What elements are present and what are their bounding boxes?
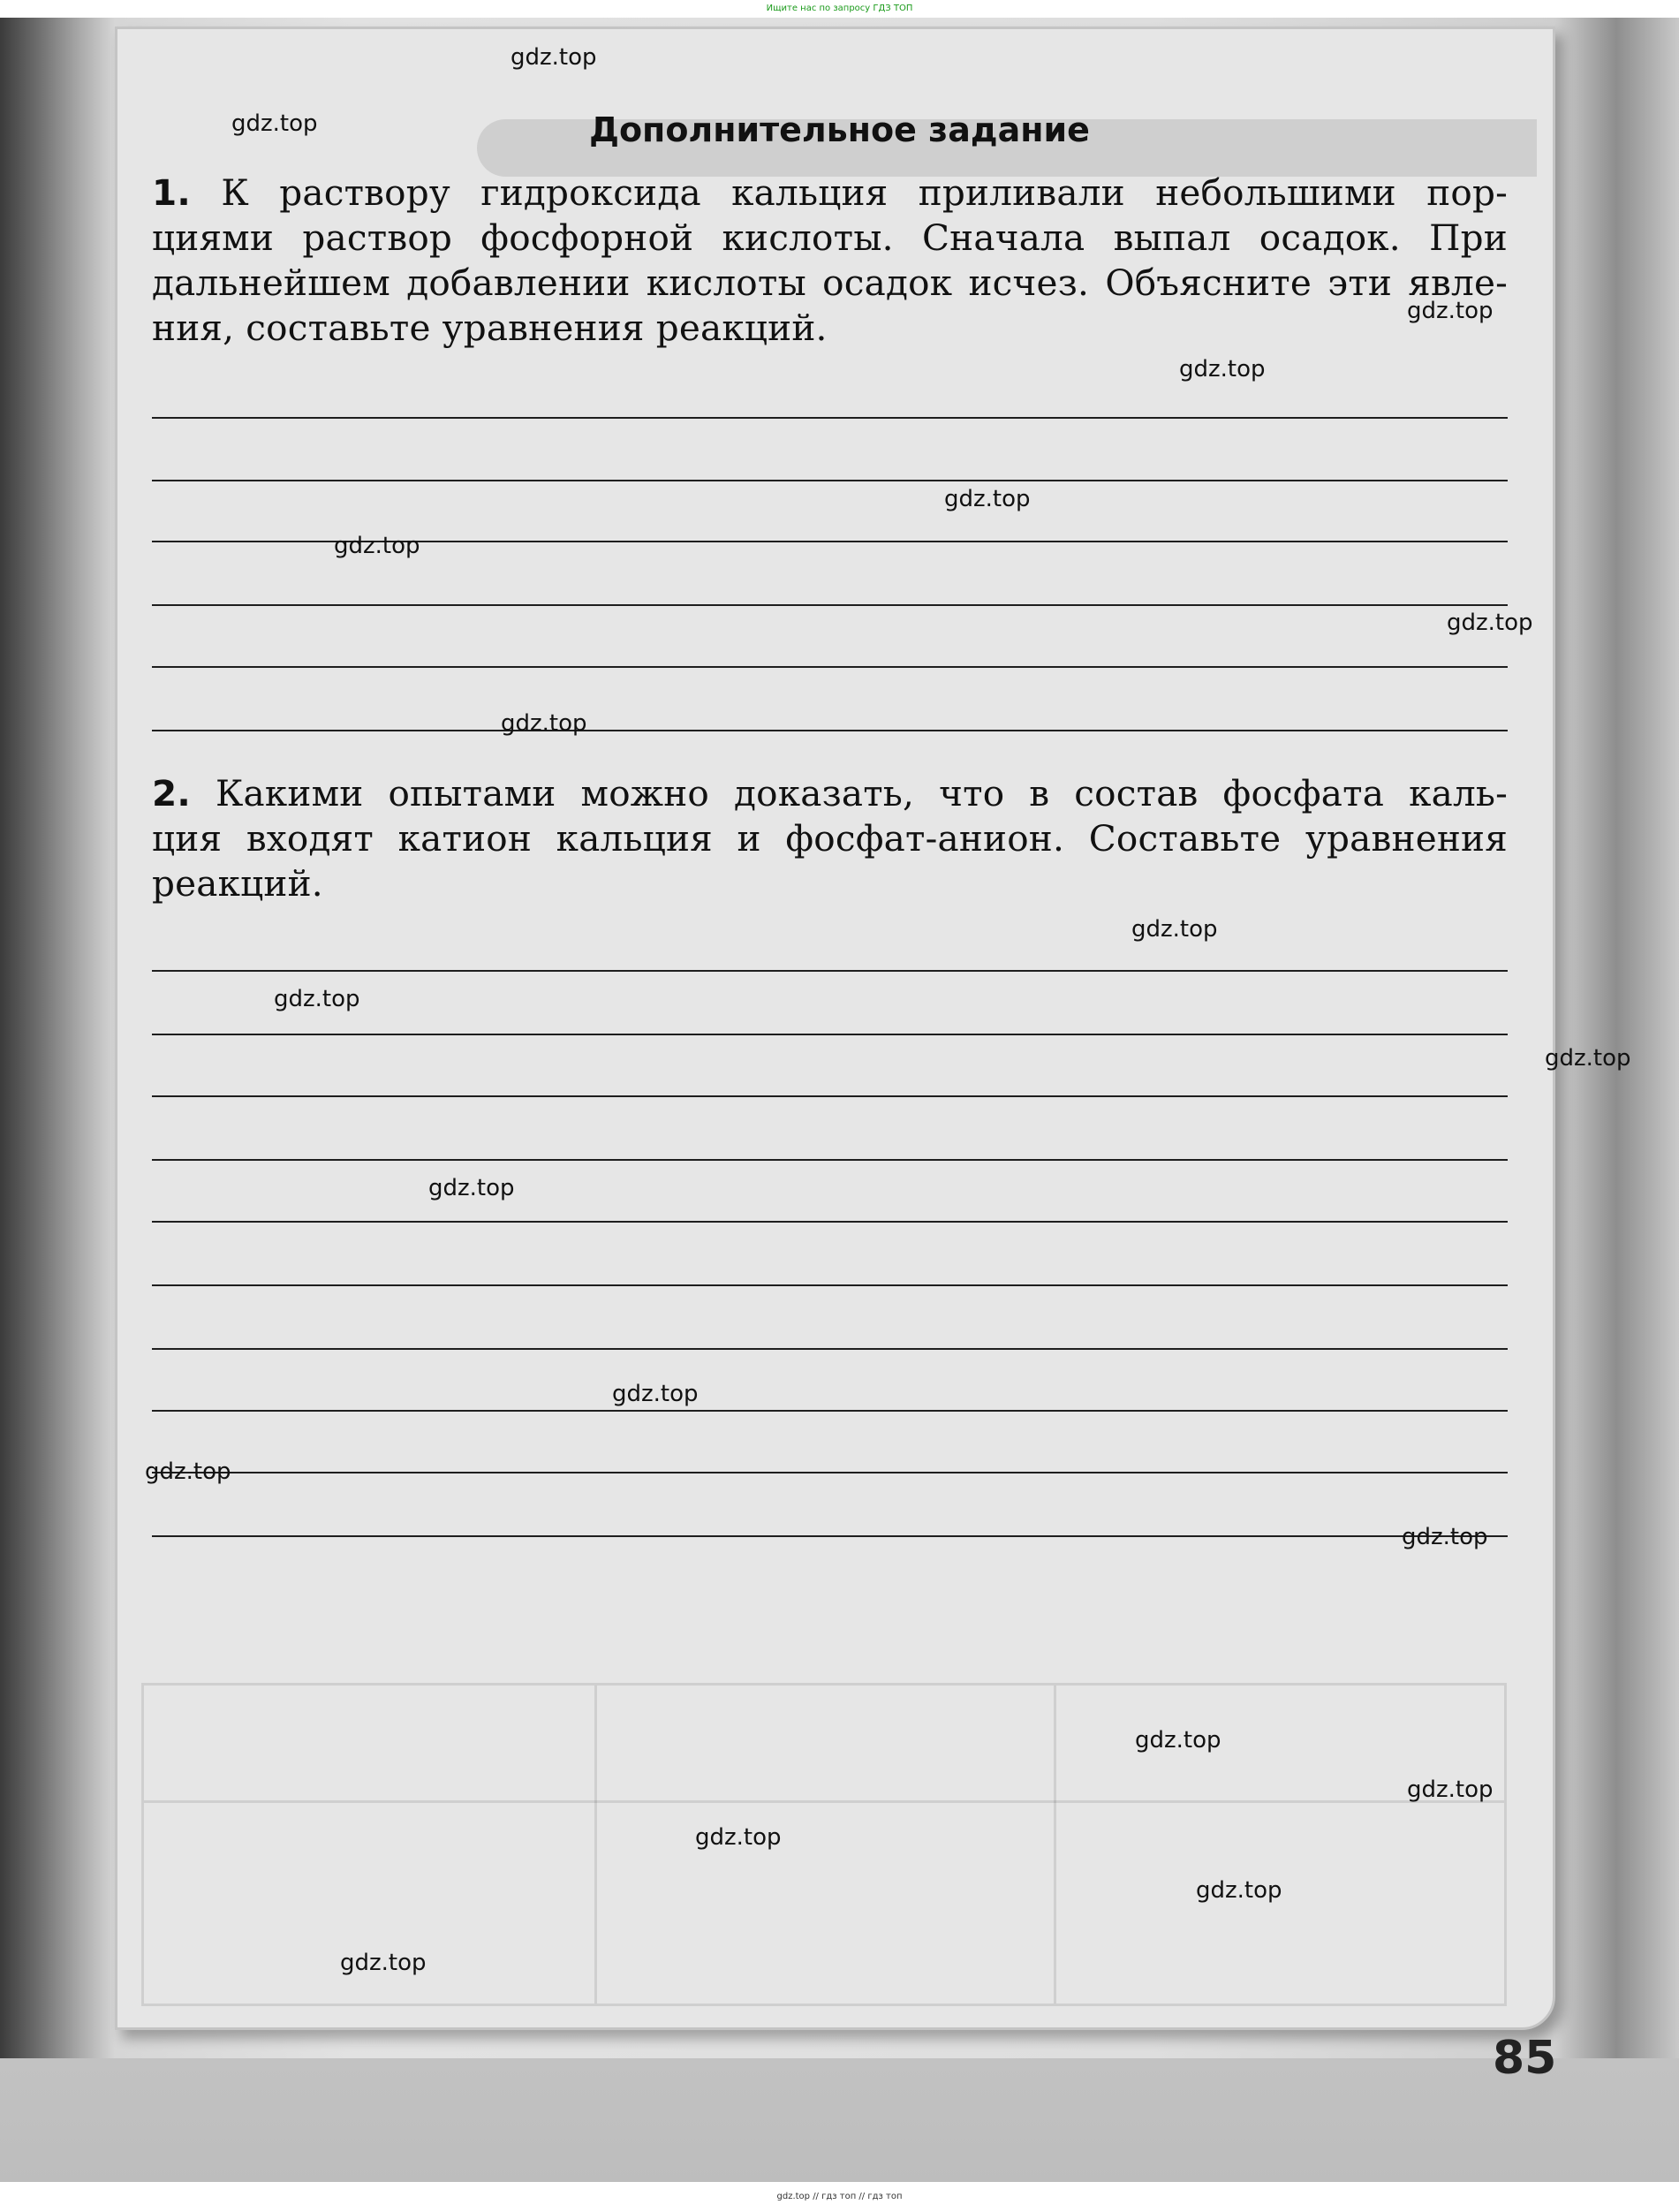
answer-line[interactable] (152, 666, 1508, 668)
watermark: gdz.top (274, 986, 360, 1012)
watermark: gdz.top (612, 1381, 699, 1407)
answer-line[interactable] (152, 1034, 1508, 1035)
answer-line[interactable] (152, 1535, 1508, 1537)
answer-line[interactable] (152, 1221, 1508, 1223)
answer-line[interactable] (152, 1284, 1508, 1286)
watermark: gdz.top (340, 1950, 427, 1976)
answer-line[interactable] (152, 1095, 1508, 1097)
watermark: gdz.top (1135, 1727, 1221, 1754)
watermark: gdz.top (1407, 1776, 1494, 1803)
watermark: gdz.top (695, 1824, 782, 1851)
task-2-number: 2. (152, 772, 191, 814)
top-banner: Ищите нас по запросу ГДЗ ТОП (0, 0, 1679, 18)
watermark: gdz.top (511, 44, 597, 71)
answer-line[interactable] (152, 480, 1508, 481)
watermark: gdz.top (1179, 356, 1266, 383)
watermark: gdz.top (501, 710, 587, 737)
watermark: gdz.top (145, 1458, 231, 1485)
answer-line[interactable] (152, 1159, 1508, 1161)
answer-line[interactable] (152, 730, 1508, 731)
task-2 (152, 771, 1508, 906)
answer-line[interactable] (152, 1348, 1508, 1350)
watermark: gdz.top (1402, 1524, 1488, 1550)
answer-line[interactable] (152, 604, 1508, 606)
bottom-strip: gdz.top // гдз топ // гдз топ (0, 2182, 1679, 2212)
page-number: 85 (1493, 2032, 1557, 2085)
watermark: gdz.top (1131, 916, 1218, 943)
task-1-line-1: 1. К раствору гидроксида кальция приливали небольшими пор- (152, 171, 1508, 214)
scan-bottom-shadow (0, 2058, 1679, 2182)
watermark: gdz.top (944, 486, 1031, 512)
watermark: gdz.top (231, 110, 318, 137)
task-2-line-3: реакций. (152, 862, 323, 905)
answer-line[interactable] (152, 417, 1508, 419)
task-1-number: 1. (152, 171, 191, 214)
task-1 (152, 170, 1508, 351)
answer-line[interactable] (152, 1472, 1508, 1473)
section-heading: Дополнительное задание (589, 110, 1090, 149)
task-1-line-3: дальнейшем добавлении кислоты осадок исчез. Объясните эти явле- (152, 261, 1508, 304)
watermark: gdz.top (1545, 1045, 1631, 1072)
watermark: gdz.top (1407, 298, 1494, 324)
task-2-line-1: 2. Какими опытами можно доказать, что в состав фосфата каль- (152, 772, 1509, 814)
task-1-line-4: ния, составьте уравнения реакций. (152, 307, 828, 349)
watermark: gdz.top (1447, 610, 1533, 636)
task-1-line-2: циями раствор фосфорной кислоты. Сначала выпал осадок. При (152, 216, 1508, 259)
answer-line[interactable] (152, 970, 1508, 972)
task-2-line-2: ция входят катион кальция и фосфат-анион. Составьте уравнения (152, 817, 1508, 860)
watermark: gdz.top (428, 1175, 515, 1201)
watermark: gdz.top (334, 533, 420, 559)
watermark: gdz.top (1196, 1877, 1282, 1904)
answer-line[interactable] (152, 1410, 1508, 1412)
